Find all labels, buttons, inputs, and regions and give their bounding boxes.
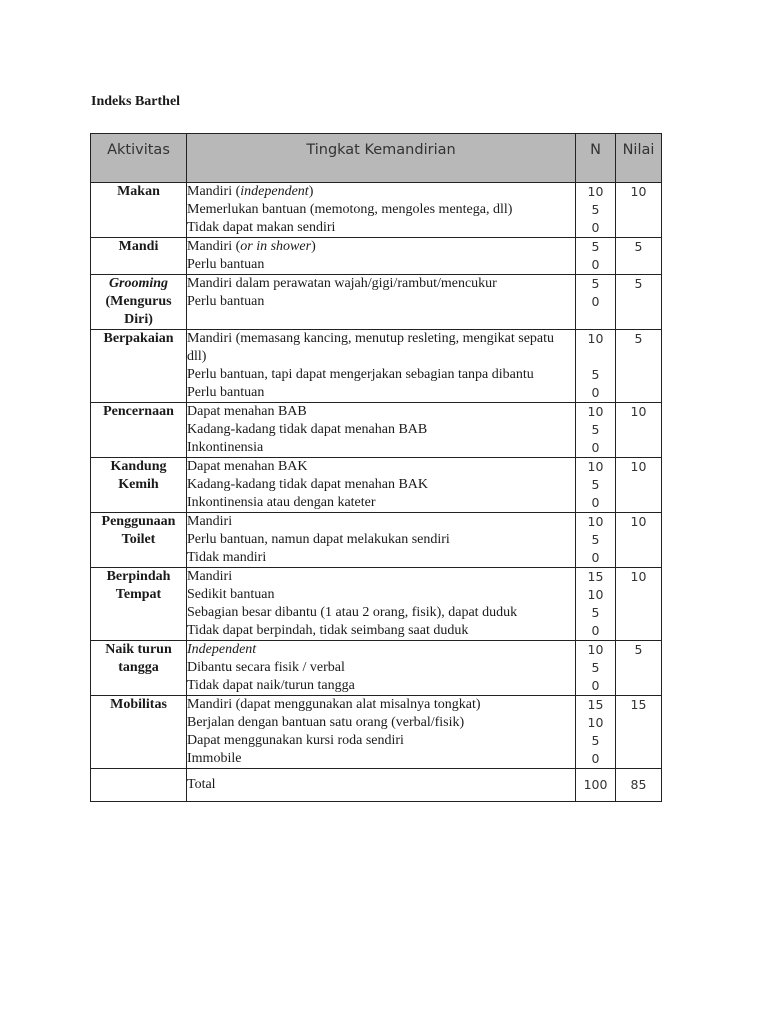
criteria-text: Mandiri ( — [187, 239, 241, 254]
aktivitas-label: Berpindah Tempat — [106, 569, 171, 602]
n-score-value: 5 — [591, 660, 600, 675]
n-score-value: 0 — [591, 678, 600, 693]
n-score-value: 5 — [591, 367, 600, 382]
n-score-cell — [576, 513, 616, 568]
aktivitas-label: Mobilitas — [110, 697, 167, 712]
criteria-line — [187, 714, 575, 732]
criteria-line — [187, 586, 575, 604]
criteria-line — [187, 366, 575, 384]
n-score-value: 0 — [591, 751, 600, 766]
nilai-value-cell: 5 — [616, 238, 662, 275]
nilai-value-cell: 5 — [616, 641, 662, 696]
n-score-value: 0 — [591, 623, 600, 638]
aktivitas-cell — [91, 238, 187, 275]
table-row — [91, 568, 662, 641]
n-score-value: 15 — [587, 697, 604, 712]
aktivitas-cell — [91, 513, 187, 568]
aktivitas-cell — [91, 330, 187, 403]
criteria-text: Perlu bantuan, tapi dapat mengerjakan sebagian tanpa dibantu — [187, 367, 534, 382]
table-row — [91, 183, 662, 238]
table-row — [91, 403, 662, 458]
table-row — [91, 275, 662, 330]
aktivitas-cell — [91, 458, 187, 513]
criteria-text: Mandiri — [187, 569, 233, 584]
barthel-index-table — [90, 133, 662, 802]
table-row — [91, 330, 662, 403]
n-score-cell — [576, 238, 616, 275]
n-score-value: 10 — [587, 331, 604, 346]
n-score-value: 10 — [587, 459, 604, 474]
criteria-line — [187, 494, 575, 512]
criteria-line — [187, 183, 575, 201]
n-score-value: 5 — [591, 605, 600, 620]
score-spacer — [576, 348, 615, 366]
criteria-text: Sedikit bantuan — [187, 587, 275, 602]
criteria-line — [187, 677, 575, 695]
criteria-line — [187, 531, 575, 549]
criteria-line — [187, 219, 575, 237]
criteria-text: Tidak dapat naik/turun tangga — [187, 678, 355, 693]
criteria-line — [187, 513, 575, 531]
total-row — [91, 769, 662, 802]
n-score-value: 10 — [587, 587, 604, 602]
criteria-text: Immobile — [187, 751, 242, 766]
header-nilai: Nilai — [616, 134, 662, 183]
aktivitas-label: Naik turun tangga — [105, 642, 172, 675]
aktivitas-cell — [91, 641, 187, 696]
n-score-cell — [576, 183, 616, 238]
criteria-text: Tidak dapat makan sendiri — [187, 220, 336, 235]
criteria-text: Perlu bantuan — [187, 294, 265, 309]
n-score-cell — [576, 275, 616, 330]
n-score-value: 10 — [587, 642, 604, 657]
tingkat-kemandirian-cell — [187, 403, 576, 458]
criteria-italic-text: or in shower — [240, 239, 312, 254]
criteria-text: Dibantu secara fisik / verbal — [187, 660, 345, 675]
criteria-line — [187, 696, 575, 714]
tingkat-kemandirian-cell — [187, 238, 576, 275]
total-empty-cell — [91, 769, 187, 802]
n-score-value: 5 — [591, 422, 600, 437]
header-n: N — [576, 134, 616, 183]
criteria-text: Sebagian besar dibantu (1 atau 2 orang, fisik), dapat duduk — [187, 605, 518, 620]
tingkat-kemandirian-cell — [187, 275, 576, 330]
criteria-text: Mandiri dalam perawatan wajah/gigi/rambut/mencukur — [187, 276, 497, 291]
tingkat-kemandirian-cell — [187, 641, 576, 696]
criteria-line — [187, 201, 575, 219]
criteria-line — [187, 750, 575, 768]
tingkat-kemandirian-cell — [187, 458, 576, 513]
n-score-value: 0 — [591, 220, 600, 235]
criteria-text: Tidak dapat berpindah, tidak seimbang saat duduk — [187, 623, 469, 638]
criteria-line — [187, 476, 575, 494]
n-score-cell — [576, 568, 616, 641]
criteria-line — [187, 641, 575, 659]
criteria-italic-text: independent — [240, 184, 309, 199]
criteria-line — [187, 439, 575, 457]
criteria-italic-text: Independent — [187, 642, 257, 657]
n-score-value: 10 — [587, 514, 604, 529]
n-score-cell — [576, 696, 616, 769]
criteria-text: Perlu bantuan — [187, 385, 265, 400]
criteria-line — [187, 256, 575, 274]
criteria-line — [187, 732, 575, 750]
criteria-line — [187, 403, 575, 421]
aktivitas-label: Mandi — [118, 239, 159, 254]
aktivitas-cell — [91, 403, 187, 458]
criteria-text: Mandiri (memasang kancing, menutup resleting, mengikat sepatu dll) — [187, 331, 555, 364]
n-score-value: 10 — [587, 715, 604, 730]
criteria-line — [187, 293, 575, 311]
criteria-text: Tidak mandiri — [187, 550, 267, 565]
n-score-value: 5 — [591, 532, 600, 547]
n-score-value: 0 — [591, 294, 600, 309]
aktivitas-label: Makan — [117, 184, 160, 199]
aktivitas-cell — [91, 275, 187, 330]
total-n-value: 100 — [576, 769, 616, 802]
aktivitas-label: Penggunaan Toilet — [101, 514, 176, 547]
table-row — [91, 458, 662, 513]
n-score-value: 5 — [591, 202, 600, 217]
n-score-value: 10 — [587, 404, 604, 419]
criteria-line — [187, 384, 575, 402]
aktivitas-cell — [91, 568, 187, 641]
header-tingkat-kemandirian: Tingkat Kemandirian — [187, 134, 576, 183]
tingkat-kemandirian-cell — [187, 696, 576, 769]
nilai-value-cell: 10 — [616, 183, 662, 238]
nilai-value-cell: 10 — [616, 568, 662, 641]
table-row — [91, 696, 662, 769]
criteria-text: Memerlukan bantuan (memotong, mengoles mentega, dll) — [187, 202, 513, 217]
criteria-line — [187, 458, 575, 476]
criteria-text: Mandiri — [187, 514, 233, 529]
table-body — [91, 183, 662, 802]
criteria-line — [187, 549, 575, 567]
aktivitas-label: Pencernaan — [103, 404, 174, 419]
aktivitas-cell — [91, 696, 187, 769]
n-score-value: 0 — [591, 257, 600, 272]
tingkat-kemandirian-cell — [187, 568, 576, 641]
criteria-line — [187, 238, 575, 256]
table-row — [91, 238, 662, 275]
n-score-cell — [576, 403, 616, 458]
n-score-value: 5 — [591, 477, 600, 492]
n-score-cell — [576, 641, 616, 696]
criteria-text: Inkontinensia — [187, 440, 264, 455]
criteria-text: Mandiri ( — [187, 184, 241, 199]
tingkat-kemandirian-cell — [187, 330, 576, 403]
criteria-text: Perlu bantuan, namun dapat melakukan sendiri — [187, 532, 450, 547]
nilai-value-cell: 10 — [616, 513, 662, 568]
table-header-row — [91, 134, 662, 183]
n-score-value: 5 — [591, 239, 600, 254]
aktivitas-label: (Mengurus Diri) — [105, 294, 172, 327]
criteria-line — [187, 330, 575, 366]
criteria-line — [187, 275, 575, 293]
criteria-line — [187, 421, 575, 439]
document-title: Indeks Barthel — [91, 94, 181, 109]
n-score-value: 5 — [591, 276, 600, 291]
nilai-value-cell: 15 — [616, 696, 662, 769]
n-score-value: 10 — [587, 184, 604, 199]
nilai-value-cell: 5 — [616, 330, 662, 403]
n-score-value: 15 — [587, 569, 604, 584]
criteria-line — [187, 659, 575, 677]
nilai-value-cell: 10 — [616, 458, 662, 513]
aktivitas-cell — [91, 183, 187, 238]
total-label: Total — [187, 769, 576, 802]
tingkat-kemandirian-cell — [187, 513, 576, 568]
criteria-line — [187, 622, 575, 640]
criteria-text: ) — [311, 239, 316, 254]
header-aktivitas: Aktivitas — [91, 134, 187, 183]
criteria-text: Dapat menggunakan kursi roda sendiri — [187, 733, 404, 748]
aktivitas-italic-label: Grooming — [108, 276, 169, 291]
criteria-text: Dapat menahan BAB — [187, 404, 307, 419]
criteria-text: Dapat menahan BAK — [187, 459, 308, 474]
nilai-value-cell: 10 — [616, 403, 662, 458]
n-score-value: 0 — [591, 385, 600, 400]
criteria-text: Mandiri (dapat menggunakan alat misalnya tongkat) — [187, 697, 481, 712]
criteria-text: ) — [308, 184, 314, 199]
table-row — [91, 641, 662, 696]
criteria-text: Inkontinensia atau dengan kateter — [187, 495, 376, 510]
n-score-value: 0 — [591, 440, 600, 455]
nilai-value-cell: 5 — [616, 275, 662, 330]
criteria-text: Kadang-kadang tidak dapat menahan BAK — [187, 477, 429, 492]
criteria-line — [187, 568, 575, 586]
criteria-text: Kadang-kadang tidak dapat menahan BAB — [187, 422, 428, 437]
n-score-value: 5 — [591, 733, 600, 748]
n-score-cell — [576, 458, 616, 513]
criteria-text: Berjalan dengan bantuan satu orang (verbal/fisik) — [187, 715, 465, 730]
n-score-value: 0 — [591, 495, 600, 510]
tingkat-kemandirian-cell — [187, 183, 576, 238]
criteria-text: Perlu bantuan — [187, 257, 265, 272]
n-score-value: 0 — [591, 550, 600, 565]
aktivitas-label: Berpakaian — [103, 331, 174, 346]
aktivitas-label: Kandung Kemih — [110, 459, 167, 492]
n-score-cell — [576, 330, 616, 403]
table-row — [91, 513, 662, 568]
total-nilai-value: 85 — [616, 769, 662, 802]
criteria-line — [187, 604, 575, 622]
